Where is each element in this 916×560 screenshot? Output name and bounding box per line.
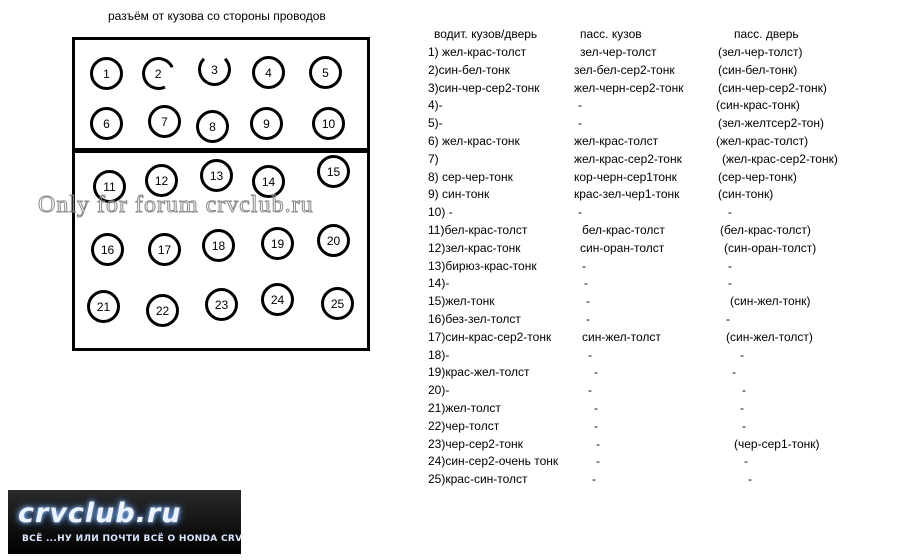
header-passenger-door: пасс. дверь: [734, 27, 799, 41]
passenger-body-wire: -: [584, 276, 588, 291]
driver-wire: 21)жел-толст: [428, 401, 501, 415]
pin-number: 25: [330, 296, 345, 311]
passenger-body-wire: -: [578, 98, 582, 113]
driver-wire: 10) -: [428, 205, 453, 220]
passenger-door-wire: (син-бел-тонк): [718, 62, 798, 77]
passenger-door-wire: (син-жел-толст): [726, 329, 813, 344]
passenger-body-wire: -: [592, 472, 596, 487]
pin-number: 16: [100, 242, 115, 257]
driver-wire: 14)-: [428, 276, 450, 291]
passenger-body-wire: -: [586, 294, 590, 309]
passenger-door-wire: (сер-чер-тонк): [718, 169, 797, 184]
pin-number: 1: [103, 66, 110, 81]
passenger-body-wire: кор-черн-сер1тонк: [574, 169, 677, 184]
pin-9: [250, 107, 283, 140]
driver-wire: 25)крас-син-толст: [428, 472, 528, 487]
passenger-body-wire: -: [594, 401, 598, 415]
passenger-door-wire: (зел-желтсер2-тон): [718, 116, 824, 131]
passenger-body-wire: жел-черн-сер2-тонк: [574, 80, 684, 95]
pin-6: [90, 107, 123, 140]
passenger-body-wire: бел-крас-толст: [582, 223, 665, 237]
passenger-body-wire: -: [596, 454, 600, 469]
pin-number: 19: [270, 236, 285, 251]
logo-tagline: ВСЁ ...НУ ИЛИ ПОЧТИ ВСЁ О HONDA CRV: [22, 534, 243, 544]
passenger-body-wire: -: [578, 205, 582, 220]
pin-15: [317, 155, 350, 188]
pin-number: 23: [214, 297, 229, 312]
passenger-body-wire: крас-зел-чер1-тонк: [574, 187, 680, 202]
pin-number: 5: [322, 65, 329, 80]
driver-wire: 2)син-бел-тонк: [428, 62, 510, 77]
passenger-door-wire: (син-чер-сер2-тонк): [718, 80, 827, 95]
driver-wire: 24)син-сер2-очень тонк: [428, 454, 559, 469]
passenger-door-wire: (син-крас-тонк): [716, 98, 800, 113]
passenger-body-wire: -: [594, 365, 598, 380]
passenger-door-wire: -: [732, 365, 736, 380]
driver-wire: 16)без-зел-толст: [428, 312, 521, 326]
driver-wire: 23)чер-сер2-тонк: [428, 436, 523, 451]
passenger-body-wire: -: [588, 347, 592, 362]
pin-number: 22: [155, 303, 170, 318]
logo-wordmark: crvclub.ru: [18, 498, 182, 529]
passenger-door-wire: -: [740, 347, 744, 362]
pin-8: [196, 110, 229, 143]
driver-wire: 11)бел-крас-толст: [428, 223, 528, 237]
watermark: Only for forum crvclub.ru: [38, 192, 314, 218]
pin-10: [312, 107, 345, 140]
passenger-body-wire: -: [588, 383, 592, 398]
driver-wire: 4)-: [428, 98, 443, 113]
header-passenger-body: пасс. кузов: [580, 27, 642, 41]
pin-number: 8: [209, 119, 216, 134]
driver-wire: 13)бирюз-крас-тонк: [428, 258, 537, 273]
pin-22: [146, 294, 179, 327]
passenger-door-wire: (син-оран-толст): [724, 240, 817, 255]
passenger-body-wire: син-оран-толст: [580, 240, 665, 255]
pin-number: 17: [157, 242, 172, 257]
passenger-body-wire: син-жел-толст: [582, 329, 661, 344]
pin-24: [261, 283, 294, 316]
passenger-door-wire: -: [744, 454, 748, 469]
passenger-body-wire: зел-бел-сер2-тонк: [574, 62, 675, 77]
pin-23: [205, 288, 238, 321]
pin-13: [200, 159, 233, 192]
pin-20: [317, 224, 350, 257]
passenger-door-wire: -: [740, 401, 744, 415]
passenger-door-wire: -: [728, 258, 732, 273]
pin-18: [202, 229, 235, 262]
pin-number: 3: [211, 62, 218, 77]
passenger-door-wire: (син-жел-тонк): [730, 294, 811, 309]
pin-5: [309, 56, 342, 89]
driver-wire: 6) жел-крас-тонк: [428, 134, 520, 148]
pin-number: 4: [265, 65, 272, 80]
driver-wire: 12)зел-крас-тонк: [428, 240, 521, 255]
driver-wire: 20)-: [428, 383, 450, 398]
passenger-body-wire: -: [594, 418, 598, 433]
driver-wire: 9) син-тонк: [428, 187, 490, 202]
driver-wire: 17)син-крас-сер2-тонк: [428, 329, 552, 344]
pin-number: 9: [263, 116, 270, 131]
pin-16: [91, 233, 124, 266]
driver-wire: 1) жел-крас-толст: [428, 45, 527, 59]
passenger-body-wire: жел-крас-сер2-тонк: [574, 151, 682, 166]
pin-number: 21: [96, 299, 111, 314]
driver-wire: 19)крас-жел-толст: [428, 365, 530, 380]
pin-number: 10: [321, 116, 336, 131]
driver-wire: 18)-: [428, 347, 450, 362]
passenger-door-wire: (бел-крас-толст): [720, 223, 811, 237]
pin-19: [261, 227, 294, 260]
passenger-door-wire: -: [742, 383, 746, 398]
passenger-door-wire: (чер-сер1-тонк): [734, 436, 820, 451]
passenger-door-wire: (син-тонк): [718, 187, 774, 202]
pin-number: 24: [270, 292, 285, 307]
passenger-door-wire: (жел-крас-сер2-тонк): [722, 151, 838, 166]
passenger-door-wire: -: [728, 205, 732, 220]
passenger-body-wire: -: [586, 312, 590, 326]
passenger-door-wire: -: [728, 276, 732, 291]
pin-number: 18: [211, 238, 226, 253]
driver-wire: 3)син-чер-сер2-тонк: [428, 80, 540, 95]
pin-1: [90, 57, 123, 90]
pin-number: 12: [154, 173, 169, 188]
header-driver-body-door: водит. кузов/дверь: [434, 27, 538, 41]
pin-number: 7: [161, 114, 168, 129]
passenger-door-wire: -: [742, 418, 746, 433]
passenger-door-wire: (жел-крас-толст): [716, 134, 809, 148]
driver-wire: 15)жел-тонк: [428, 294, 495, 309]
pin-number: 20: [326, 233, 341, 248]
passenger-body-wire: -: [578, 116, 582, 131]
pin-3: [198, 53, 231, 86]
pin-17: [148, 233, 181, 266]
passenger-door-wire: -: [726, 312, 730, 326]
driver-wire: 5)-: [428, 116, 443, 131]
pin-25: [321, 287, 354, 320]
pin-number: 14: [261, 174, 276, 189]
driver-wire: 22)чер-толст: [428, 418, 500, 433]
pin-4: [252, 56, 285, 89]
pin-21: [87, 290, 120, 323]
pin-number: 13: [209, 168, 224, 183]
pin-number: 6: [103, 116, 110, 131]
passenger-body-wire: -: [582, 258, 586, 273]
pin-number: 15: [326, 164, 341, 179]
pin-number: 11: [103, 179, 116, 194]
pin-number: 2: [155, 66, 162, 81]
diagram-title: разъём от кузова со стороны проводов: [108, 9, 326, 23]
passenger-body-wire: зел-чер-толст: [580, 45, 657, 59]
passenger-body-wire: -: [596, 436, 600, 451]
passenger-body-wire: жел-крас-толст: [574, 134, 659, 148]
pin-7: [148, 105, 181, 138]
passenger-door-wire: (зел-чер-толст): [718, 45, 803, 59]
crvclub-logo: [8, 490, 241, 554]
passenger-door-wire: -: [748, 472, 752, 487]
driver-wire: 7): [428, 151, 439, 166]
driver-wire: 8) сер-чер-тонк: [428, 169, 513, 184]
